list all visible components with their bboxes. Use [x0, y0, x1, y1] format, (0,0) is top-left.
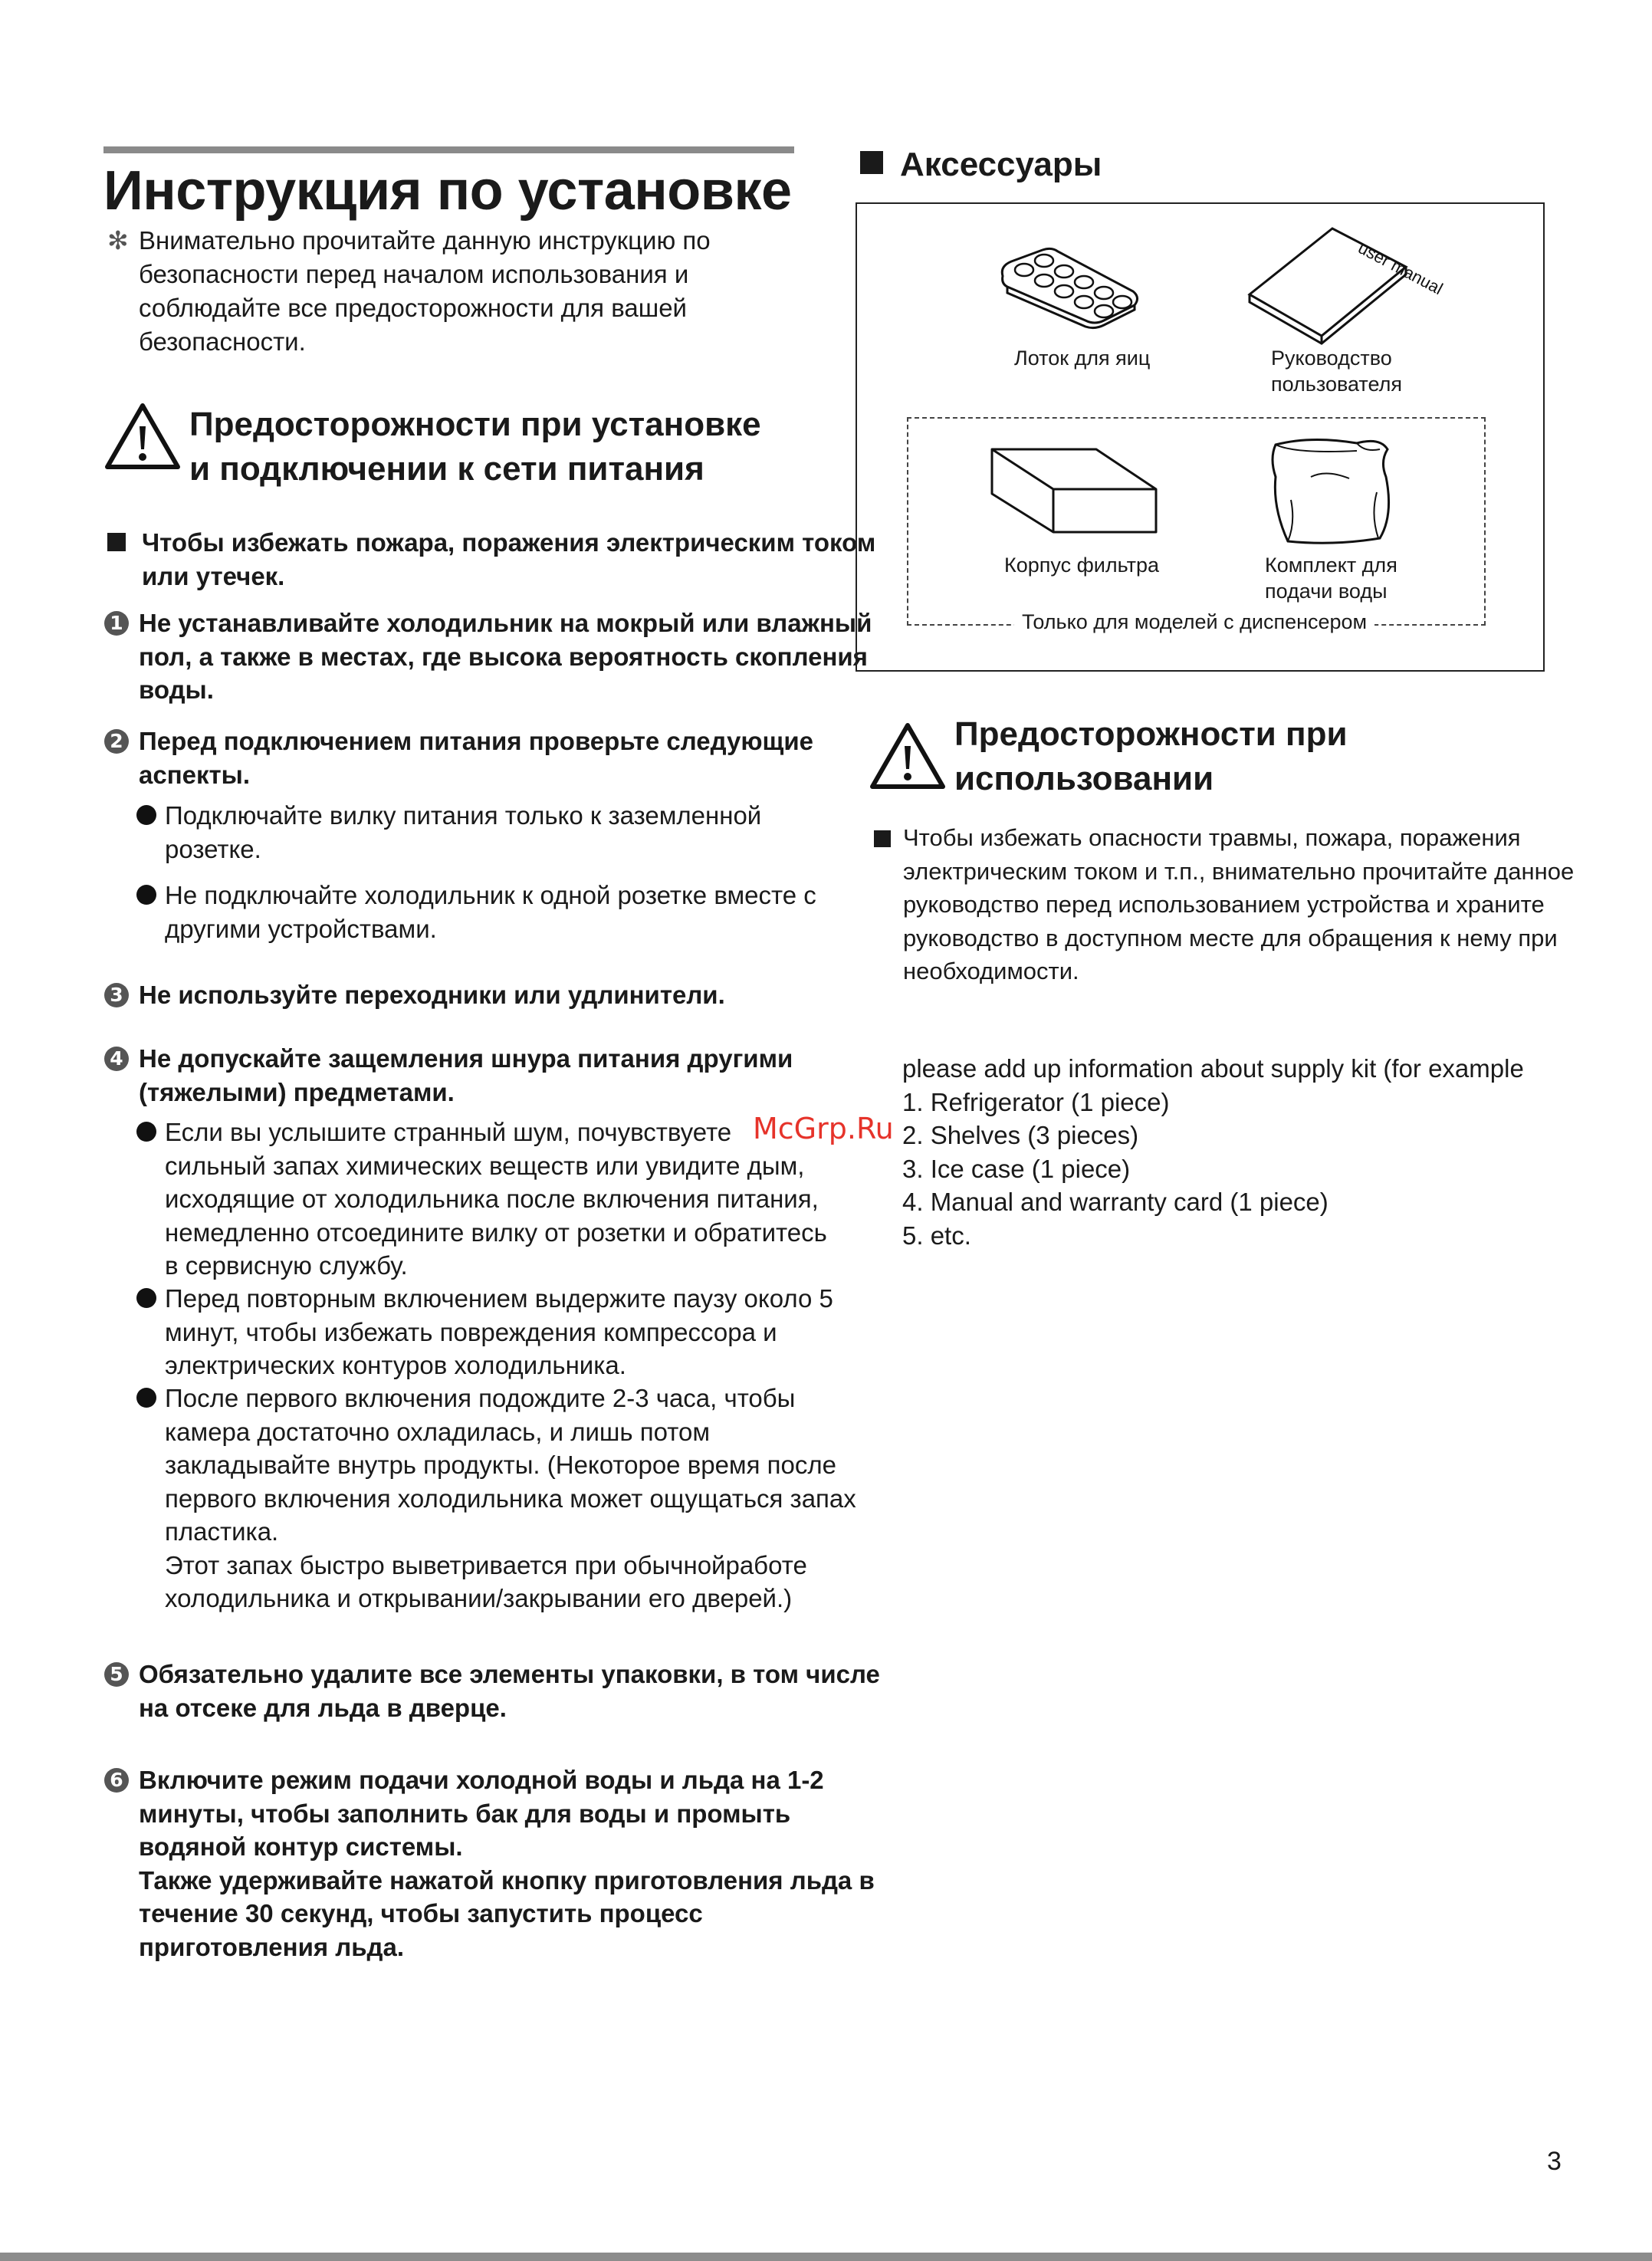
page-number: 3	[1547, 2147, 1562, 2176]
page-title: Инструкция по установке	[103, 160, 792, 222]
intro-note	[107, 224, 797, 359]
install-item-4-sub-1-text: Если вы услышите странный шум, почувствуете сильный запах химических веществ или увидите дым, исходящие от холодильника после включения питания, немедленно отсоедините вилку от розетки и обратитесь в сервисную службу.	[165, 1118, 827, 1280]
user-manual-caption	[1271, 345, 1402, 397]
supply-kit-note	[902, 1052, 1524, 1252]
usage-warning-heading-line1: Предосторожности при	[954, 715, 1348, 753]
install-item-2-sub-2	[136, 879, 826, 945]
number-3-icon: 3	[104, 983, 129, 1007]
user-manual-caption-line2: пользователя	[1271, 373, 1402, 396]
usage-warning-text	[874, 821, 1610, 988]
install-item-4-sub-3-cont: Этот запах быстро выветривается при обычнойработе холодильника и открывании/закрывании его дверей.)	[165, 1550, 807, 1612]
install-item-6	[104, 1763, 894, 1964]
user-manual-caption-line1: Руководство	[1271, 347, 1392, 370]
install-item-6-extra: Также удерживайте нажатой кнопку приготовления льда в течение 30 секунд, чтобы запустить процесс приготовления льда.	[139, 1865, 875, 1961]
number-4-icon: 4	[104, 1047, 129, 1071]
bullet-dot-icon	[136, 1388, 156, 1408]
number-2-icon: 2	[104, 729, 129, 754]
square-bullet-icon	[860, 151, 883, 174]
install-item-2	[104, 725, 894, 791]
number-6-icon: 6	[104, 1768, 129, 1793]
manual-cover-text: user manual	[1355, 238, 1447, 299]
supply-kit-item: 3. Ice case (1 piece)	[902, 1154, 1131, 1183]
filter-housing-caption: Корпус фильтра	[1004, 554, 1159, 577]
accessories-heading	[860, 146, 1102, 184]
square-bullet-icon	[874, 830, 891, 847]
install-item-3-text: Не используйте переходники или удлинители.	[139, 981, 725, 1009]
supply-kit-intro: please add up information about supply kit (for example	[902, 1054, 1524, 1083]
install-item-6-text: Включите режим подачи холодной воды и льда на 1-2 минуты, чтобы заполнить бак для воды и промыть водяной контур системы.	[139, 1766, 824, 1861]
install-item-4-sub-3	[136, 1382, 872, 1615]
title-rule	[103, 146, 794, 153]
install-item-2-sub-2-text: Не подключайте холодильник к одной розетке вместе с другими устройствами.	[165, 881, 816, 943]
supply-kit-item: 1. Refrigerator (1 piece)	[902, 1087, 1170, 1116]
square-bullet-icon	[107, 533, 126, 551]
install-warning-heading-line1: Предосторожности при установке	[189, 406, 761, 443]
water-kit-caption-line2: подачи воды	[1265, 580, 1388, 603]
install-lead-text: Чтобы избежать пожара, поражения электрическим током или утечек.	[142, 528, 876, 590]
supply-kit-item: 5. etc.	[902, 1221, 971, 1250]
watermark: McGrp.Ru	[753, 1112, 894, 1145]
water-kit-bag-icon	[1265, 431, 1395, 546]
install-warning-heading-line2: и подключении к сети питания	[189, 450, 704, 488]
dispenser-note: Только для моделей с диспенсером	[1014, 610, 1374, 634]
install-item-1-text: Не устанавливайте холодильник на мокрый или влажный пол, а также в местах, где высока вероятность скопления воды.	[139, 609, 872, 704]
install-item-4-sub-2	[136, 1282, 872, 1382]
usage-warning-heading	[954, 712, 1348, 801]
bullet-dot-icon	[136, 885, 156, 905]
filter-housing-icon	[989, 443, 1165, 543]
intro-text: Внимательно прочитайте данную инструкцию по безопасности перед началом использования и соблюдайте все предосторожности для вашей безопасности.	[139, 226, 711, 356]
install-item-4-sub-3-text: После первого включения подождите 2-3 часа, чтобы камера достаточно охладилась, и лишь потом закладывайте внутрь продукты. (Некоторое время после первого включения холодильника может ощущаться запах пластика.	[165, 1384, 856, 1546]
warning-icon	[869, 721, 947, 790]
number-5-icon: 5	[104, 1662, 129, 1687]
bottom-rule	[0, 2253, 1652, 2261]
number-1-icon: 1	[104, 611, 129, 636]
warning-icon	[103, 402, 182, 471]
user-manual-icon	[1242, 222, 1447, 345]
install-item-4-sub-2-text: Перед повторным включением выдержите паузу около 5 минут, чтобы избежать повреждения компрессора и электрических контуров холодильника.	[165, 1284, 833, 1379]
asterisk-icon: ✻	[107, 226, 129, 255]
install-item-2-sub-1	[136, 799, 826, 866]
accessories-title: Аксессуары	[900, 146, 1102, 183]
install-item-5-text: Обязательно удалите все элементы упаковки, в том числе на отсеке для льда в дверце.	[139, 1660, 880, 1722]
install-warning-heading	[189, 403, 761, 491]
bullet-dot-icon	[136, 1288, 156, 1308]
egg-tray-icon	[997, 244, 1142, 328]
water-kit-caption	[1265, 552, 1397, 604]
install-item-2-sub-1-text: Подключайте вилку питания только к заземленной розетке.	[165, 801, 762, 863]
install-lead	[107, 526, 897, 593]
install-item-2-text: Перед подключением питания проверьте следующие аспекты.	[139, 727, 813, 789]
install-item-3	[104, 978, 894, 1012]
bullet-dot-icon	[136, 1122, 156, 1142]
usage-warning-body: Чтобы избежать опасности травмы, пожара, поражения электрическим током и т.п., внимательно прочитайте данное руководство перед использованием устройства и храните руководство в доступном месте для обращения к нему при необходимости.	[903, 824, 1575, 984]
bullet-dot-icon	[136, 805, 156, 825]
supply-kit-item: 2. Shelves (3 pieces)	[902, 1121, 1139, 1149]
install-item-4-sub-1	[136, 1116, 834, 1283]
install-item-4	[104, 1042, 871, 1109]
install-item-5	[104, 1658, 894, 1724]
install-item-4-text: Не допускайте защемления шнура питания другими (тяжелыми) предметами.	[139, 1044, 793, 1106]
install-item-1	[104, 606, 894, 707]
usage-warning-heading-line2: использовании	[954, 760, 1214, 797]
water-kit-caption-line1: Комплект для	[1265, 554, 1397, 577]
supply-kit-item: 4. Manual and warranty card (1 piece)	[902, 1188, 1328, 1216]
egg-tray-caption: Лоток для яиц	[1014, 347, 1151, 370]
